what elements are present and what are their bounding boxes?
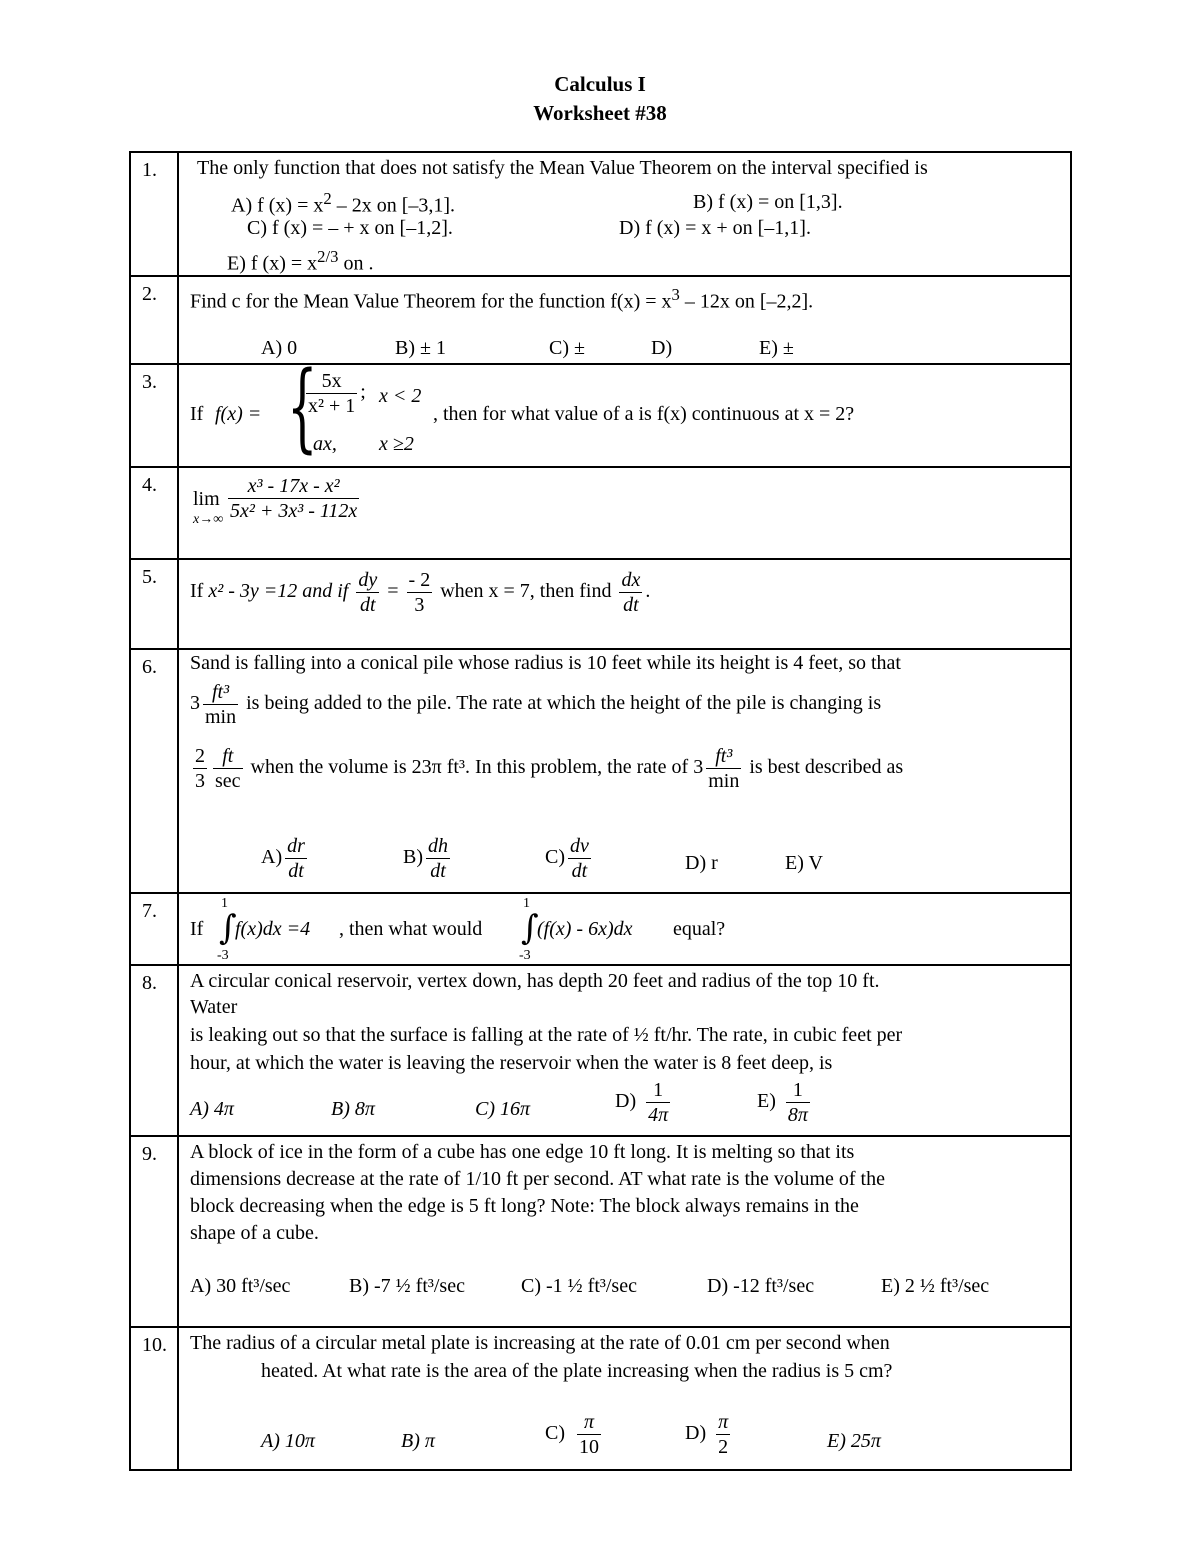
choice-a: A) $\frac{dr}{dt}$ [261,835,305,882]
problem-number: 10. [130,1327,178,1470]
choice-c: C) 16π [475,1098,531,1120]
problem-text-line-3: is leaking out so that the surface is falling at the rate of ½ ft/hr. The rate, in cubic feet per [190,1024,903,1046]
choice-b: B) $\frac{dh}{dt}$ [403,835,448,882]
problem-number: 5. [130,559,178,649]
choice-e: E) V [785,852,823,874]
choice-d: D) r [685,852,718,874]
problem-text-line-4: shape of a cube. [190,1222,319,1244]
choice-d: D) $\frac{\pi}{2}$ [685,1411,729,1458]
problem-text-line-4: hour, at which the water is leaving the reservoir when the water is 8 feet deep, is [190,1052,833,1074]
integral-expression: (f(x) - 6x)dx [537,918,633,940]
choice-c: C) ± [549,337,585,359]
problem-row-6 [130,649,1071,893]
choice-c: C) -1 ½ ft³/sec [521,1275,637,1297]
problem-text: equal? [673,918,726,940]
worksheet-subtitle: Worksheet #38 [533,101,667,125]
problem-body [178,1327,1071,1470]
problem-body [178,893,1071,965]
problem-text-line-2: heated. At what rate is the area of the plate increasing when the radius is 5 cm? [261,1360,893,1382]
choice-e: E) f $(x) = x^{2/3}$ on . [227,247,374,275]
choice-d: D) $\frac{1}{4\pi}$ [615,1079,669,1126]
piece-bottom: ax, [313,433,337,455]
problem-number: 4. [130,467,178,559]
problem-body [178,559,1071,649]
choice-e: E) 25π [827,1430,881,1452]
choice-a: A) 0 [261,337,298,359]
problem-row-3 [130,364,1071,467]
piece-top-condition: x < 2 [379,385,422,407]
problem-row-9 [130,1136,1071,1327]
problem-text: The only function that does not satisfy the Mean Value Theorem on the interval specified is [197,157,928,179]
choice-b: B) π [401,1430,435,1452]
integral-expression: f(x)dx =4 [235,918,311,940]
problem-text: , then for what value of a is f(x) continuous at x = 2? [433,403,855,425]
problem-number: 9. [130,1136,178,1327]
problem-text-line-2: Water [190,996,238,1018]
limit-fraction: $\frac{\text{x³ - 17x - x²}}{\text{5x² + 3x³ - 112x}}$ [230,475,358,522]
choice-a: A) f $(x) = x^2 - 2x$ on [–3,1]. [231,189,456,217]
choice-e: E) 2 ½ ft³/sec [881,1275,990,1297]
problem-body [178,649,1071,893]
problem-text-line-1: A block of ice in the form of a cube has one edge 10 ft long. It is melting so that its [190,1141,855,1163]
limit-subscript: x→∞ [193,512,224,527]
function-label: f(x) = [215,403,262,425]
problem-row-4 [130,467,1071,559]
limit-label: lim [193,488,220,510]
if-label: If [190,918,204,940]
problem-text: If x² - 3y =12 and if $\frac{dy}{dt}$ = $\frac{- 2}{3}$ when x = 7, then find $\frac{dx}{dt}$ . [190,569,651,616]
problem-row-10 [130,1327,1071,1470]
problem-text-line-2: dimensions decrease at the rate of 1/10 ft per second. AT what rate is the volume of the [190,1168,885,1190]
choice-b: B) 8π [331,1098,375,1120]
problem-text-line-2: 3 $\frac{\text{ft³}}{\min}$ is being added to the pile. The rate at which the height of the pile is changing is [190,681,882,728]
problem-body [178,467,1071,559]
problem-row-7 [130,893,1071,965]
integral-icon: ∫ [219,908,237,948]
problem-text-line-3: $\frac{2}{3}$ $\frac{ft}{\sec}$ when the volume is 23π ft³. In this problem, the rate of 3 $\frac{\text{ft³}}{\min}$ is best described as [195,745,904,792]
choice-d: D) -12 ft³/sec [707,1275,815,1297]
problem-text-line-1: The radius of a circular metal plate is increasing at the rate of 0.01 cm per second when [190,1332,890,1354]
problem-body [178,351,1071,467]
problem-row-2 [130,276,1071,364]
if-label: If [190,403,204,425]
choice-b: B) -7 ½ ft³/sec [349,1275,465,1297]
problem-body [178,1136,1071,1327]
choice-a: A) 10π [261,1430,315,1452]
choice-a: A) 4π [190,1098,234,1120]
choice-b: B) ± 1 [395,337,446,359]
choice-e: E) $\frac{1}{8\pi}$ [757,1079,808,1126]
choice-c: C) f (x) = – + x on [–1,2]. [247,217,453,239]
worksheet-title: Calculus I [554,72,646,96]
choice-b: B) f (x) = on [1,3]. [693,191,843,213]
integral-icon: ∫ [521,908,539,948]
choice-a: A) 30 ft³/sec [190,1275,291,1297]
choice-c: C) $\frac{dv}{dt}$ [545,835,589,882]
integral-lower: -3 [217,948,229,963]
problem-text-line-1: Sand is falling into a conical pile whose radius is 10 feet while its height is 4 feet, so that [190,652,901,674]
problem-number: 7. [130,893,178,965]
problem-body [178,965,1071,1136]
problem-row-5 [130,559,1071,649]
piece-bottom-condition: x ≥2 [379,433,414,455]
problem-number: 2. [130,276,178,364]
problems-table [129,151,1072,1471]
integral-upper: 1 [523,896,530,911]
piece-top-fraction: $\frac{5x}{\text{x² + 1}}$ ; [308,370,366,417]
problem-number: 3. [130,364,178,467]
problem-text: Find c for the Mean Value Theorem for the function $f(x) = x^3 - 12x$ on [–2,2]. [190,285,814,313]
problem-row-1 [130,152,1071,276]
problem-body [178,152,1071,276]
choice-c: C) $\frac{\pi}{10}$ [545,1411,599,1458]
choice-e: E) ± [759,337,794,359]
integral-upper: 1 [221,896,228,911]
problem-row-8 [130,965,1071,1136]
problem-text-line-3: block decreasing when the edge is 5 ft long? Note: The block always remains in the [190,1195,859,1217]
choice-d: D) [651,337,673,359]
problem-number: 1. [130,152,178,276]
problem-number: 6. [130,649,178,893]
choice-d: D) f (x) = x + on [–1,1]. [619,217,811,239]
problem-number: 8. [130,965,178,1136]
problem-text-line-1: A circular conical reservoir, vertex down, has depth 20 feet and radius of the top 10 ft. [190,970,880,992]
problem-text: , then what would [339,918,483,940]
integral-lower: -3 [519,948,531,963]
left-brace: { [287,351,318,463]
